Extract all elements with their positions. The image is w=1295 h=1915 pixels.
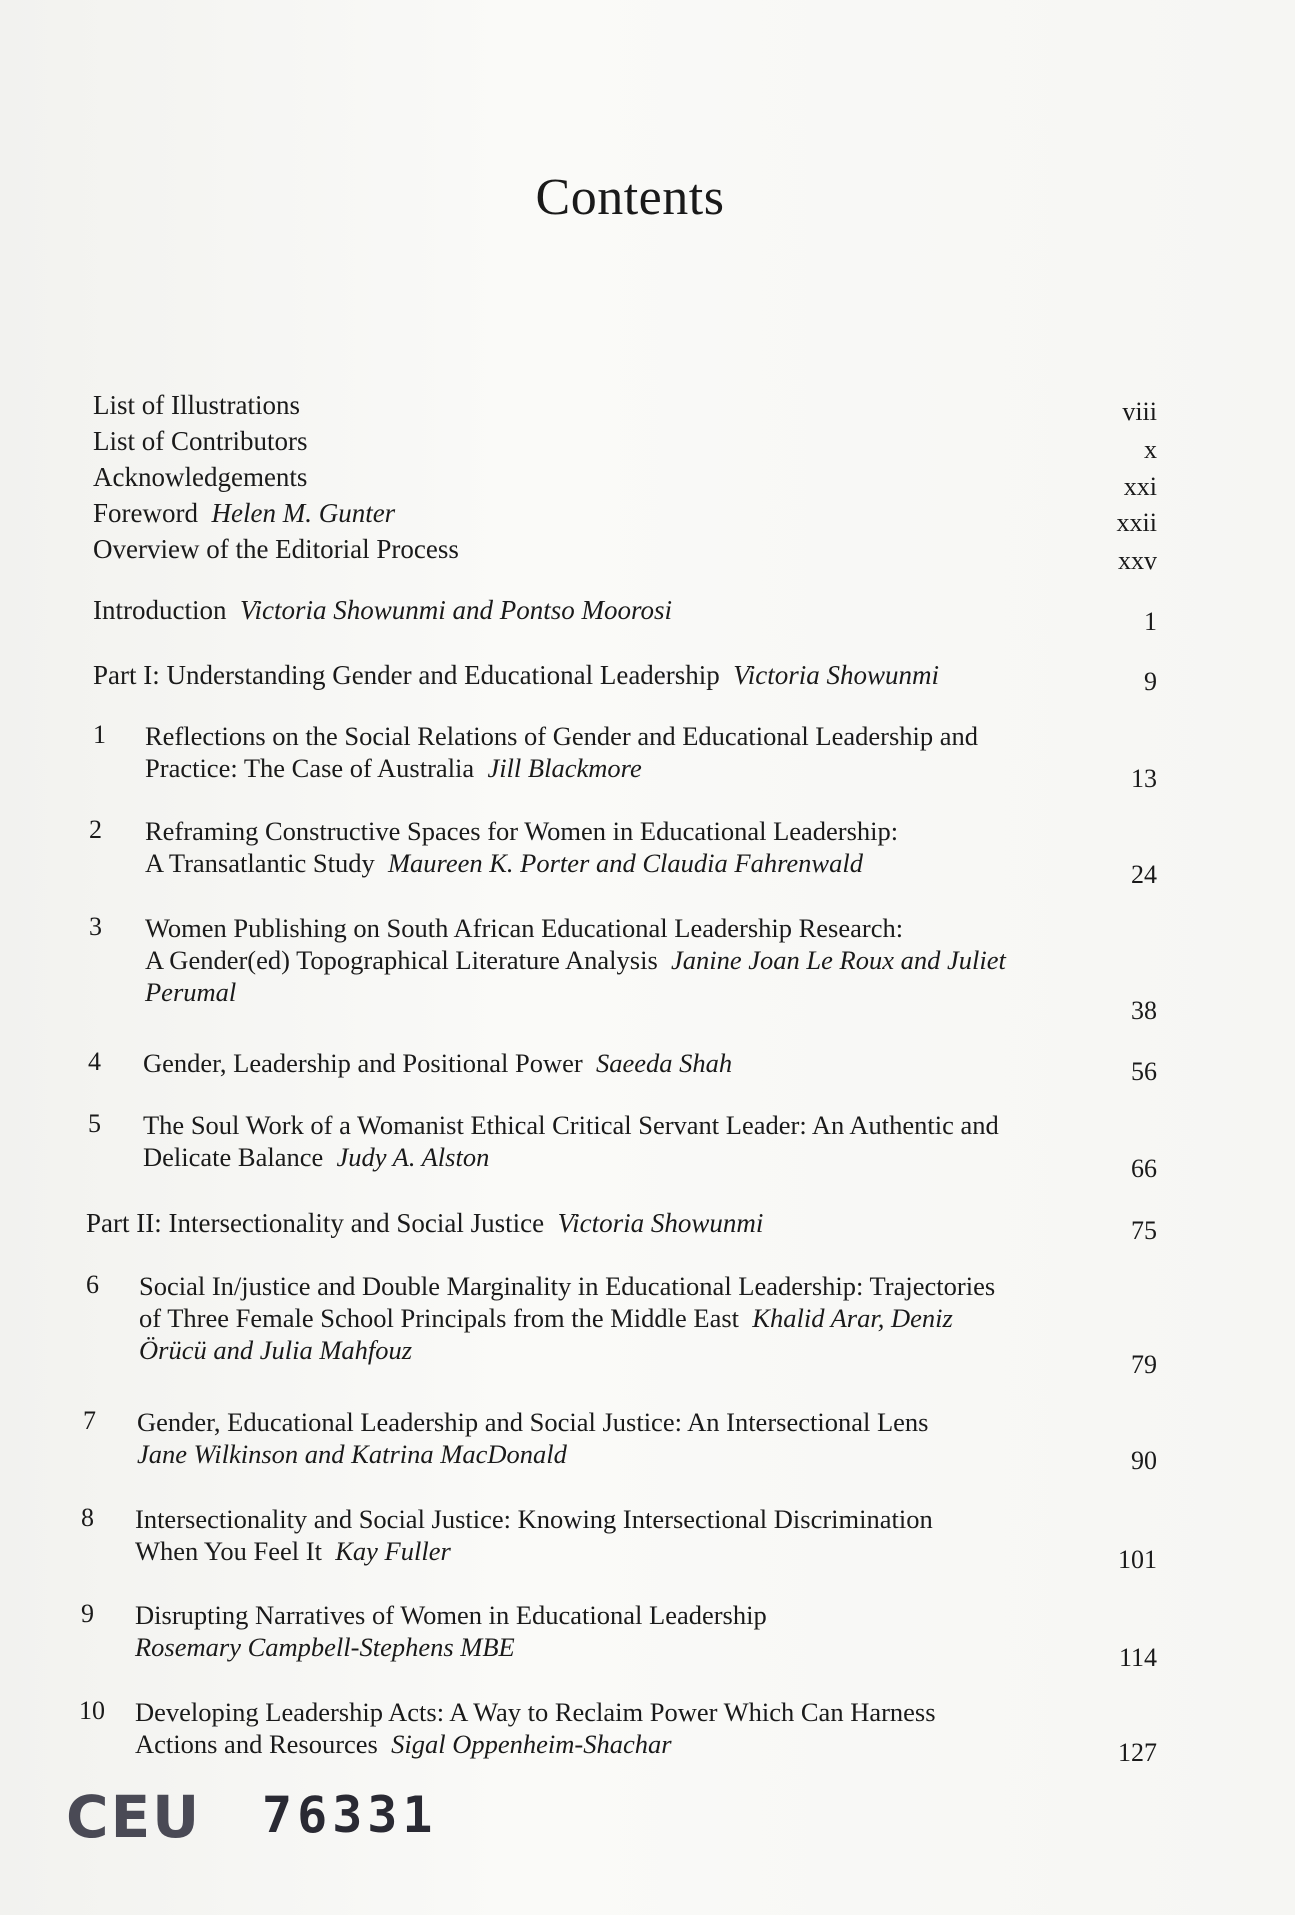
author-name: Judy A. Alston <box>336 1142 490 1172</box>
front-matter-item: List of Illustrations <box>93 390 300 420</box>
chapter-number: 6 <box>86 1270 99 1299</box>
page-number: xxi <box>1123 472 1157 501</box>
page-number: 90 <box>1131 1446 1157 1475</box>
page-number: x <box>1144 435 1157 464</box>
author-name: Sigal Oppenheim-Shachar <box>391 1729 672 1759</box>
author-name: Perumal <box>145 977 237 1007</box>
author-name: Janine Joan Le Roux and Juliet <box>671 945 1006 975</box>
page-number: 38 <box>1131 996 1157 1025</box>
author-name: Victoria Showunmi <box>733 660 940 690</box>
author-name: Saeeda Shah <box>596 1048 733 1078</box>
chapter-entry: Gender, Leadership and Positional Power Saeeda Shah <box>143 1048 733 1078</box>
page-number: 9 <box>1144 667 1157 696</box>
front-matter-item: Acknowledgements <box>93 462 308 492</box>
author-name: Maureen K. Porter and Claudia Fahrenwald <box>387 848 863 878</box>
chapter-number: 9 <box>81 1599 94 1628</box>
chapter-entry: The Soul Work of a Womanist Ethical Critical Servant Leader: An Authentic and Delicate Balance Judy A. Alston <box>143 1110 999 1172</box>
author-name: Victoria Showunmi and Pontso Moorosi <box>239 595 672 625</box>
page-number: 1 <box>1144 607 1157 636</box>
page-number: 75 <box>1131 1216 1157 1245</box>
chapter-entry: Developing Leadership Acts: A Way to Reclaim Power Which Can Harness Actions and Resources Sigal Oppenheim-Shachar <box>135 1697 936 1759</box>
chapter-entry: Disrupting Narratives of Women in Educational Leadership Rosemary Campbell-Stephens MBE <box>135 1600 767 1662</box>
author-name: Örücü and Julia Mahfouz <box>139 1335 413 1365</box>
front-matter-item: Foreword Helen M. Gunter <box>93 498 396 528</box>
part-heading: Part I: Understanding Gender and Educational Leadership Victoria Showunmi <box>93 660 940 690</box>
chapter-number: 1 <box>93 720 106 749</box>
chapter-number: 2 <box>89 815 102 844</box>
chapter-number: 4 <box>88 1047 101 1076</box>
page-number: 101 <box>1118 1545 1157 1574</box>
chapter-entry: Reflections on the Social Relations of Gender and Educational Leadership and Practice: The Case of Australia Jill Blackmore <box>145 721 979 783</box>
chapter-entry: Intersectionality and Social Justice: Knowing Intersectional Discrimination When You Feel It Kay Fuller <box>135 1504 933 1566</box>
front-matter-item: Overview of the Editorial Process <box>93 534 459 564</box>
chapter-entry: Social In/justice and Double Marginality in Educational Leadership: Trajectories of Three Female School Principals from the Middle East Khalid Arar, Deniz Örücü and Julia Mahfouz <box>139 1271 996 1365</box>
author-name: Jane Wilkinson and Katrina MacDonald <box>137 1439 567 1469</box>
accession-number: 76331 <box>262 1786 438 1844</box>
page-number: 114 <box>1118 1643 1157 1672</box>
chapter-number: 3 <box>89 912 102 941</box>
chapter-number: 8 <box>81 1503 94 1532</box>
author-name: Kay Fuller <box>335 1536 451 1566</box>
part-heading: Part II: Intersectionality and Social Justice Victoria Showunmi <box>86 1208 764 1238</box>
chapter-number: 7 <box>83 1406 96 1435</box>
page-number: 66 <box>1131 1154 1157 1183</box>
author-name: Khalid Arar, Deniz <box>752 1303 953 1333</box>
page-number: viii <box>1122 397 1157 426</box>
author-name: Helen M. Gunter <box>211 498 396 528</box>
page-number: xxv <box>1118 546 1157 575</box>
page-number: 13 <box>1131 764 1157 793</box>
introduction-entry: Introduction Victoria Showunmi and Pontso Moorosi <box>93 595 672 625</box>
chapter-number: 5 <box>88 1109 101 1138</box>
page-number: 127 <box>1118 1738 1157 1767</box>
chapter-entry: Women Publishing on South African Educational Leadership Research: A Gender(ed) Topographical Literature Analysis Janine Joan Le Roux and Juliet Perumal <box>145 913 1006 1007</box>
author-name: Victoria Showunmi <box>557 1208 764 1238</box>
chapter-entry: Gender, Educational Leadership and Social Justice: An Intersectional Lens Jane Wilkinson and Katrina MacDonald <box>137 1407 929 1469</box>
page-number: 56 <box>1131 1057 1157 1086</box>
library-stamp: CEU <box>66 1783 202 1851</box>
chapter-number: 10 <box>79 1696 105 1725</box>
page-title: Contents <box>535 169 725 226</box>
page-number: xxii <box>1116 508 1157 537</box>
page-number: 24 <box>1131 860 1157 889</box>
chapter-entry: Reframing Constructive Spaces for Women in Educational Leadership: A Transatlantic Study Maureen K. Porter and Claudia Fahrenwald <box>145 816 899 878</box>
page-number: 79 <box>1131 1350 1157 1379</box>
author-name: Jill Blackmore <box>487 753 642 783</box>
author-name: Rosemary Campbell-Stephens MBE <box>135 1632 515 1662</box>
front-matter-item: List of Contributors <box>93 426 308 456</box>
